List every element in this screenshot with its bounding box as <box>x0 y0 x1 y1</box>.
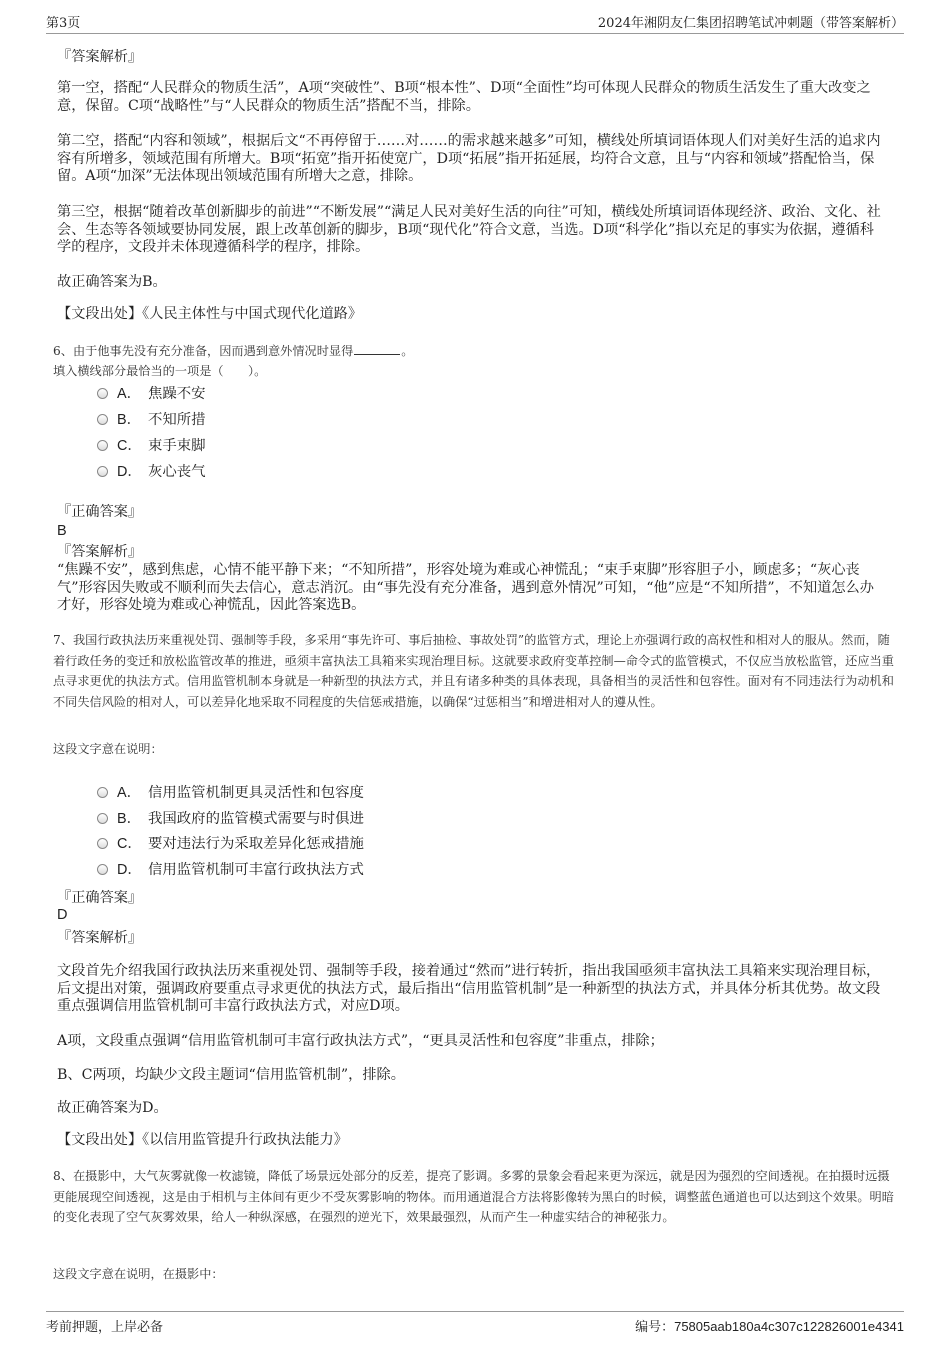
q7-instruction: 这段文字意在说明： <box>53 742 163 756</box>
radio-button[interactable] <box>97 787 108 798</box>
q6-answer: B <box>57 523 67 539</box>
q5-analysis-p2: 第二空，搭配“内容和领域”，根据后文“不再停留于……对……的需求越来越多”可知，横线处所填词语体现人们对美好生活的追求内容有所增多，领域范围有所增大。B项“拓宽”指开拓使宽广，D项“拓展”指开拓延展，均符合文意，且与“内容和领域”搭配恰当，保留。A项“加深”无法体现出领域范围有所增大之意，排除。 <box>57 133 881 185</box>
q7-analysis-p3: B、C两项，均缺少文段主题词“信用监管机制”，排除。 <box>57 1067 405 1083</box>
footer-rule <box>46 1311 904 1312</box>
q6-instruction: 填入横线部分最恰当的一项是（ ）。 <box>53 364 267 378</box>
header-rule <box>46 33 904 34</box>
q7-analysis-p2: A项，文段重点强调“信用监管机制可丰富行政执法方式”，“更具灵活性和包容度”非重点，排除； <box>57 1033 664 1049</box>
q8-instruction: 这段文字意在说明，在摄影中： <box>53 1267 224 1281</box>
q6-option-b[interactable]: B． 不知所措 <box>97 411 206 429</box>
answer-blank <box>354 344 400 355</box>
q7-stem: 7、我国行政执法历来重视处罚、强制等手段，多采用“事先许可、事后抽检、事故处罚”的监管方式，理论上亦强调行政的高权性和相对人的服从。然而，随着行政任务的变迁和放松监管改革的推进，亟须丰富执法工具箱来实现治理目标。这就要求政府变革控制—命令式的监管模式，不仅应当放松监管，还应当重点寻求更优的执法方式。信用监管机制本身就是一种新型的执法方式，并且有诸多种类的具体表现，具备相当的灵活性和包容性。面对有不同违法行为动机和不同失信风险的相对人，可以差异化地采取不同程度的失信惩戒措施，以确保“过惩相当”和增进相对人的遵从性。 <box>53 633 894 709</box>
document-code: 编号：75805aab180a4c307c122826001e4341 <box>635 1319 904 1335</box>
q7-source: 【文段出处】《以信用监管提升行政执法能力》 <box>57 1132 348 1148</box>
q7-answer-label: 『正确答案』 <box>57 890 143 906</box>
q6-option-d[interactable]: D． 灰心丧气 <box>97 463 206 481</box>
q7-option-b[interactable]: B． 我国政府的监管模式需要与时俱进 <box>97 810 364 828</box>
q8-stem: 8、在摄影中，大气灰雾就像一枚滤镜，降低了场景远处部分的反差，提亮了影调。多雾的景象会看起来更为深远，就是因为强烈的空间透视。在拍摄时远摄更能展现空间透视，这是由于相机与主体间有更少不受灰雾影响的物体。而用通道混合方法将影像转为黑白的时候，调整蓝色通道也可以达到这个效果。明暗的变化表现了空气灰雾效果，给人一种纵深感，在强烈的逆光下，效果最强烈，从而产生一种虚实结合的神秘张力。 <box>53 1169 894 1224</box>
q7-option-a[interactable]: A． 信用监管机制更具灵活性和包容度 <box>97 784 364 802</box>
q6-analysis: “焦躁不安”，感到焦虑，心情不能平静下来；“不知所措”，形容处境为难或心神慌乱；“束手束脚”形容胆子小，顾虑多；“灰心丧气”形容因失败或不顺利而失去信心，意志消沉。由“事先没有充分准备，遇到意外情况”可知，“他”应是“不知所措”，不知道怎么办才好，形容处境为难或心神慌乱，因此答案选B。 <box>57 562 874 614</box>
q6-analysis-label: 『答案解析』 <box>57 544 143 560</box>
radio-button[interactable] <box>97 414 108 425</box>
q6-option-a[interactable]: A． 焦躁不安 <box>97 385 206 403</box>
footer-slogan: 考前押题，上岸必备 <box>46 1320 164 1335</box>
q5-analysis-p3: 第三空，根据“随着改革创新脚步的前进”“不断发展”“满足人民对美好生活的向往”可知，横线处所填词语体现经济、政治、文化、社会、生态等各领域要协同发展，跟上改革创新的脚步，B项“现代化”符合文意，当选。D项“科学化”指以充足的事实为依据，遵循科学的程序，文段并未体现遵循科学的程序，排除。 <box>57 204 881 256</box>
q7-analysis-label: 『答案解析』 <box>57 930 143 946</box>
radio-button[interactable] <box>97 838 108 849</box>
page-header <box>46 12 904 32</box>
q7-option-c[interactable]: C． 要对违法行为采取差异化惩戒措施 <box>97 835 364 853</box>
q5-analysis-p1: 第一空，搭配“人民群众的物质生活”，A项“突破性”、B项“根本性”、D项“全面性”均可体现人民群众的物质生活发生了重大改变之意，保留。C项“战略性”与“人民群众的物质生活”搭配不当，排除。 <box>57 80 871 114</box>
q5-analysis-label: 『答案解析』 <box>57 49 143 65</box>
radio-button[interactable] <box>97 388 108 399</box>
q7-option-d[interactable]: D． 信用监管机制可丰富行政执法方式 <box>97 861 364 879</box>
q7-conclusion: 故正确答案为D。 <box>57 1100 168 1116</box>
page-number: 第3页 <box>46 16 81 31</box>
q5-source: 【文段出处】《人民主体性与中国式现代化道路》 <box>57 306 363 322</box>
q7-answer: D <box>57 907 68 923</box>
q6-stem: 6、由于他事先没有充分准备，因而遇到意外情况时显得 。 <box>53 344 414 358</box>
radio-button[interactable] <box>97 466 108 477</box>
document-title: 2024年湘阴友仁集团招聘笔试冲刺题（带答案解析） <box>597 16 904 31</box>
q5-conclusion: 故正确答案为B。 <box>57 274 167 290</box>
radio-button[interactable] <box>97 864 108 875</box>
radio-button[interactable] <box>97 813 108 824</box>
q7-analysis-p1: 文段首先介绍我国行政执法历来重视处罚、强制等手段，接着通过“然而”进行转折，指出我国亟须丰富执法工具箱来实现治理目标，后文提出对策，强调政府要重点寻求更优的执法方式，最后指出“信用监管机制”是一种新型的执法方式，并具体分析其优势。故文段重点强调信用监管机制可丰富行政执法方式，对应D项。 <box>57 963 881 1015</box>
q6-answer-label: 『正确答案』 <box>57 504 143 520</box>
radio-button[interactable] <box>97 440 108 451</box>
q6-option-c[interactable]: C． 束手束脚 <box>97 437 206 455</box>
